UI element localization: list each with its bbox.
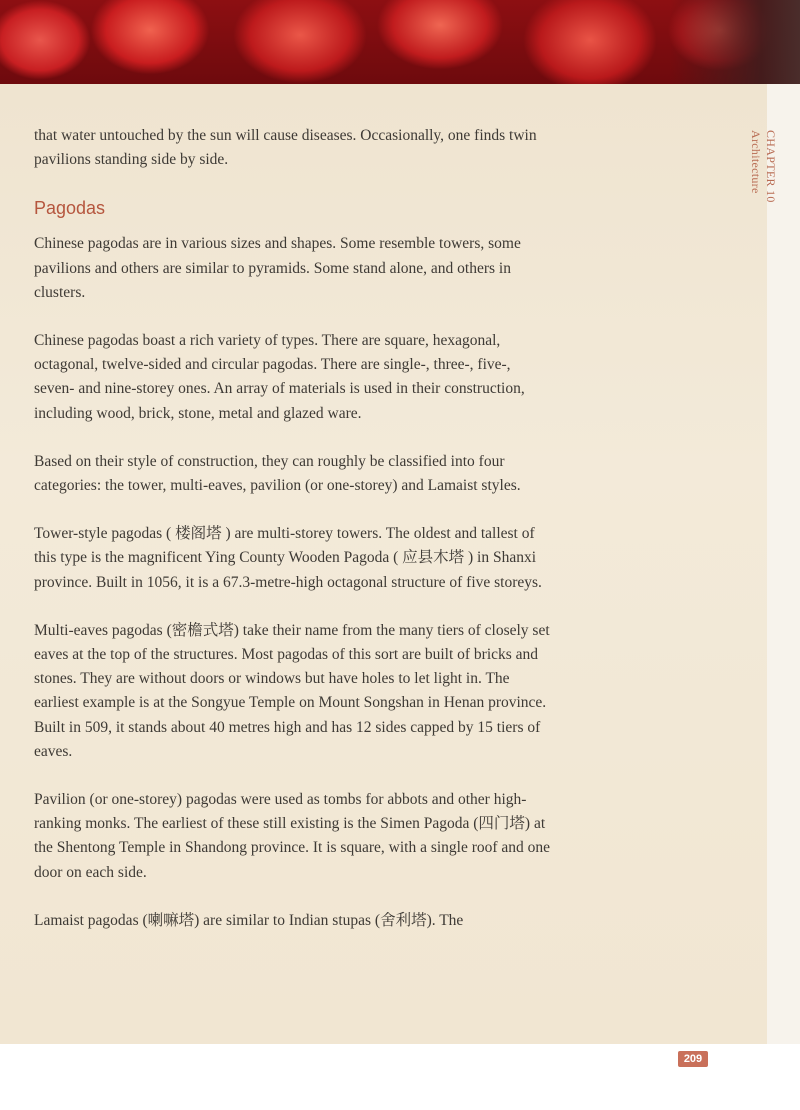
chapter-number: CHAPTER 10	[764, 130, 778, 203]
right-margin	[767, 84, 800, 1044]
paragraph: Multi-eaves pagodas (密檐式塔) take their name from the many tiers of closely set eaves at the top of the structures. Most pagodas of this sort are built of bricks and stones. They are without doors or windows but have holes to let light in. The earliest example is at the Songyue Temple on Mount Songshan in Henan province. Built in 509, it stands about 40 metres high and has 12 sides capped by 15 tiers of eaves.	[34, 621, 550, 760]
chapter-title: Architecture	[749, 130, 763, 194]
lantern-photo-band	[0, 0, 800, 86]
chapter-side-label	[748, 130, 778, 203]
paragraph: Chinese pagodas are in various sizes and shapes. Some resemble towers, some pavilions and others are similar to pyramids. Some stand alone, and others in clusters.	[34, 235, 521, 301]
paragraph: Chinese pagodas boast a rich variety of types. There are square, hexagonal, octagonal, twelve-sided and circular pagodas. There are single-, three-, five-, seven- and nine-storey ones. An array of materials is used in their construction, including wood, brick, stone, metal and glazed ware.	[34, 332, 525, 422]
paragraph: Lamaist pagodas (喇嘛塔) are similar to Indian stupas (舍利塔). The	[34, 911, 464, 929]
intro-paragraph: that water untouched by the sun will cause diseases. Occasionally, one finds twin pavilions standing side by side.	[34, 127, 537, 169]
section-heading: Pagodas	[34, 198, 106, 219]
paragraph: Tower-style pagodas ( 楼阁塔 ) are multi-storey towers. The oldest and tallest of this type is the magnificent Ying County Wooden Pagoda ( 应县木塔 ) in Shanxi province. Built in 1056, it is a 67.3-metre-high octagonal structure of five storeys.	[34, 525, 542, 591]
page-number-badge: 209	[678, 1051, 708, 1067]
paragraph: Pavilion (or one-storey) pagodas were used as tombs for abbots and other high-ranking monks. The earliest of these still existing is the Simen Pagoda (四门塔) at the Shentong Temple in Shandong province. It is square, with a single roof and one door on each side.	[34, 791, 551, 881]
paragraph: Based on their style of construction, they can roughly be classified into four categories: the tower, multi-eaves, pavilion (or one-storey) and Lamaist styles.	[34, 452, 521, 495]
page-content	[34, 124, 554, 957]
